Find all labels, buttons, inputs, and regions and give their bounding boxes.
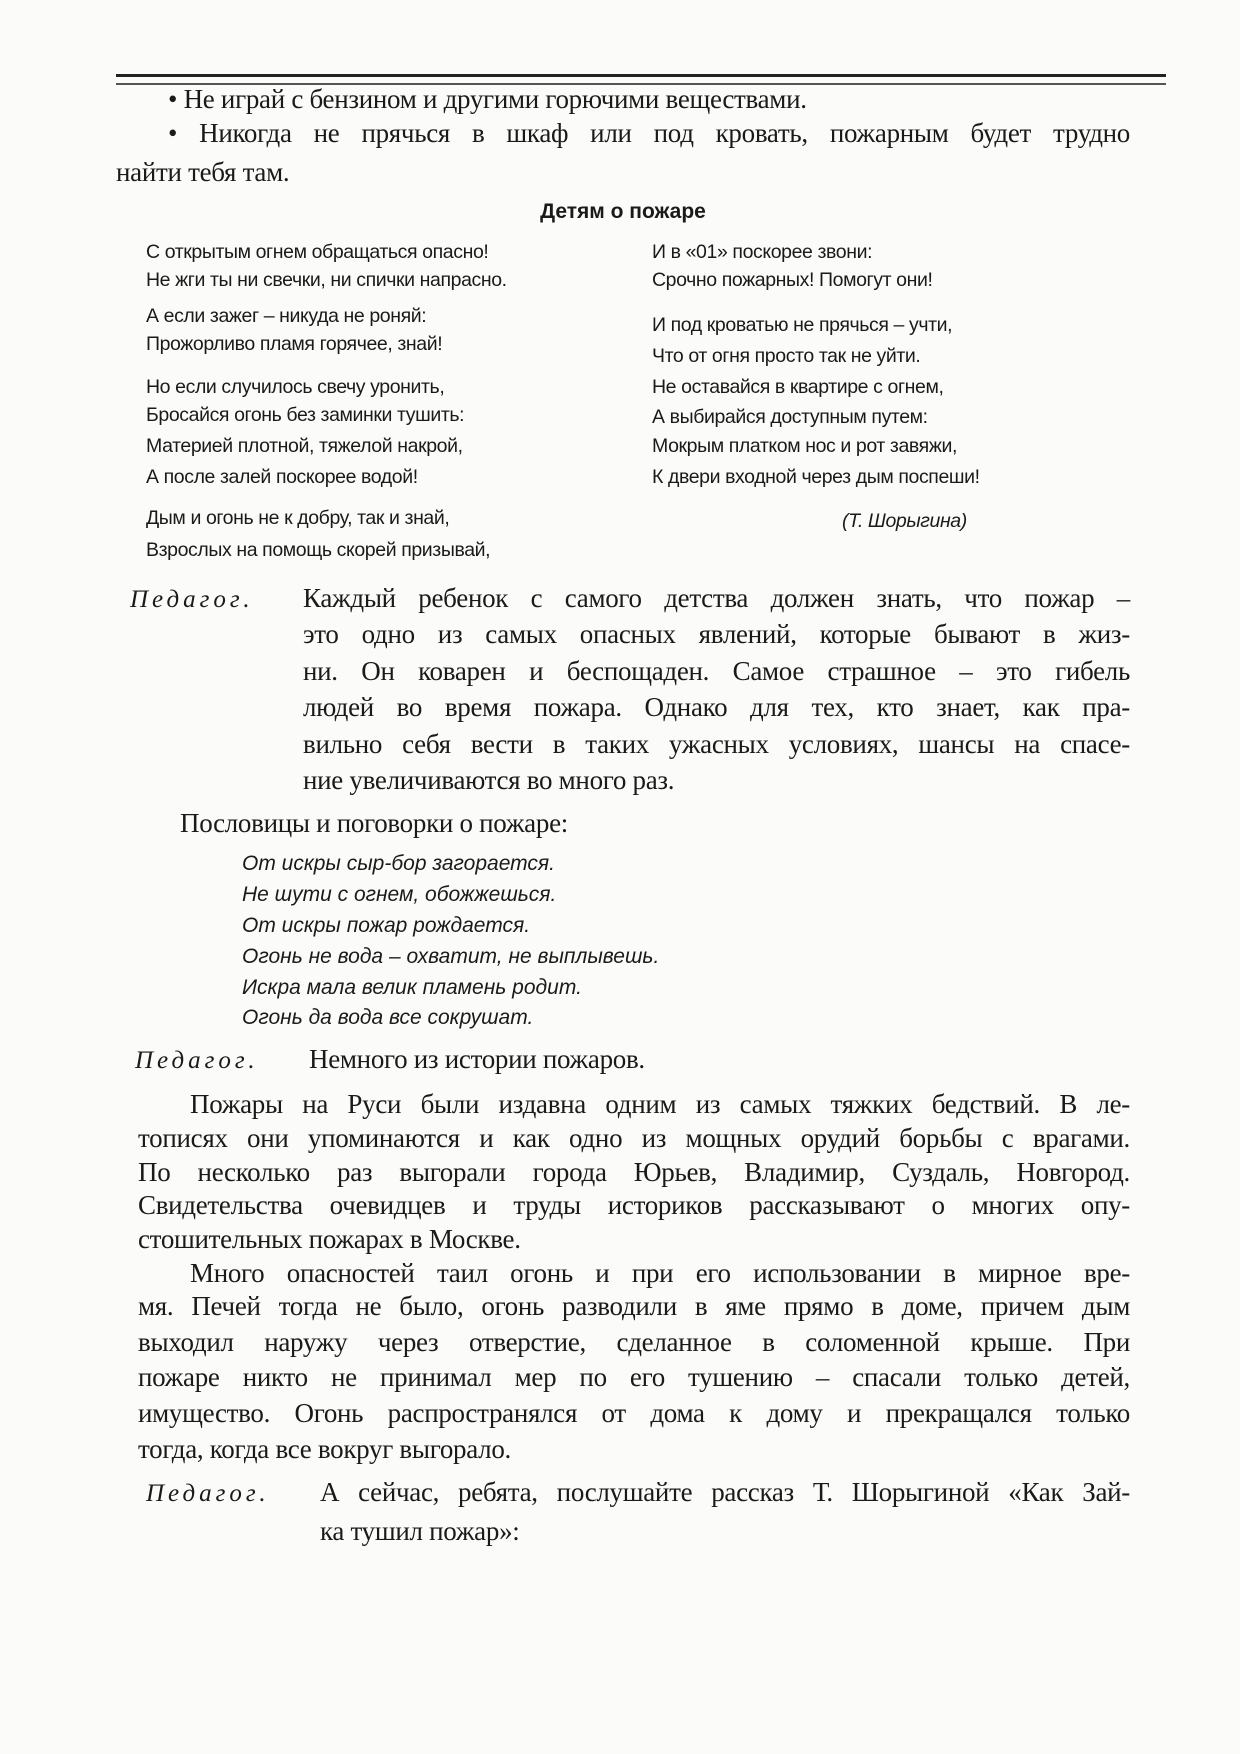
text-line: Пожары на Руси были издавна одним из самых тяжких бедствий. В ле-	[190, 1089, 1130, 1119]
teacher-speech-2: Немного из истории пожаров.	[309, 1044, 645, 1074]
poem-line: А выбирайся доступным путем:	[652, 406, 928, 428]
speaker-label: Педагог.	[135, 1047, 259, 1074]
poem-line: Взрослых на помощь скорей призывай,	[146, 539, 491, 561]
rule-bullet: • Не играй с бензином и другими горючими веществами.	[168, 84, 807, 114]
proverb-item: Не шути с огнем, обожжешься.	[242, 883, 557, 906]
poem-line: А если зажег – никуда не роняй:	[146, 305, 427, 327]
proverb-item: От искры пожар рождается.	[242, 914, 531, 937]
text-line: выходил наружу через отверстие, сделанное в соломенной крыше. При	[138, 1327, 1130, 1357]
poem-line: Не оставайся в квартире с огнем,	[652, 376, 944, 398]
poem-line: К двери входной через дым поспеши!	[652, 466, 980, 488]
proverb-item: Огонь да вода все сокрушат.	[242, 1006, 534, 1029]
proverb-item: Огонь не вода – охватит, не выплывешь.	[242, 945, 660, 968]
text-line: ка тушил пожар»:	[320, 1516, 520, 1546]
text-line: По несколько раз выгорали города Юрьев, Владимир, Суздаль, Новгород.	[138, 1157, 1130, 1187]
poem-line: Но если случилось свечу уронить,	[146, 376, 445, 398]
rule-bullet-cont: найти тебя там.	[116, 157, 290, 187]
poem-line: А после залей поскорее водой!	[146, 466, 418, 488]
speaker-label: Педагог.	[146, 1480, 270, 1507]
poem-line: И в «01» поскорее звони:	[652, 241, 873, 263]
text-line: людей во время пожара. Однако для тех, кто знает, как пра-	[303, 692, 1130, 722]
speaker-label: Педагог.	[130, 586, 254, 613]
poem-line: И под кроватью не прячься – учти,	[652, 314, 953, 336]
text-line: тописях они упоминаются и как одно из мощных орудий борьбы с врагами.	[138, 1123, 1130, 1153]
rule-bullet: • Никогда не прячься в шкаф или под кровать, пожарным будет трудно	[168, 118, 1130, 148]
text-line: стошительных пожарах в Москве.	[138, 1224, 521, 1254]
text-line: ние увеличиваются во много раз.	[303, 765, 675, 795]
text-line: Каждый ребенок с самого детства должен знать, что пожар –	[303, 583, 1130, 613]
poem-line: Срочно пожарных! Помогут они!	[652, 269, 933, 291]
poem-line: Мокрым платком нос и рот завяжи,	[652, 435, 957, 457]
text-line: А сейчас, ребята, послушайте рассказ Т. Шорыгиной «Как Зай-	[320, 1477, 1130, 1507]
poem-line: Дым и огонь не к добру, так и знай,	[146, 507, 450, 529]
poem-line: Не жги ты ни свечки, ни спички напрасно.	[146, 269, 507, 291]
text-line: вильно себя вести в таких ужасных условиях, шансы на спасе-	[303, 729, 1130, 759]
proverb-item: От искры сыр-бор загорается.	[242, 852, 555, 875]
text-line: тогда, когда все вокруг выгорало.	[138, 1434, 511, 1464]
text-line: мя. Печей тогда не было, огонь разводили в яме прямо в доме, причем дым	[138, 1291, 1130, 1321]
text-line: Свидетельства очевидцев и труды историков рассказывают о многих опу-	[138, 1190, 1130, 1220]
proverbs-heading: Пословицы и поговорки о пожаре:	[180, 808, 568, 838]
text-line: имущество. Огонь распространялся от дома к дому и прекращался только	[138, 1398, 1130, 1428]
poem-author: (Т. Шорыгина)	[842, 510, 967, 532]
poem-line: Материей плотной, тяжелой накрой,	[146, 435, 463, 457]
proverb-item: Искра мала велик пламень родит.	[242, 976, 582, 999]
poem-line: Бросайся огонь без заминки тушить:	[146, 404, 465, 426]
poem-line: С открытым огнем обращаться опасно!	[146, 241, 489, 263]
poem-title: Детям о пожаре	[540, 200, 706, 223]
text-line: ни. Он коварен и беспощаден. Самое страшное – это гибель	[303, 656, 1130, 686]
text-line: это одно из самых опасных явлений, которые бывают в жиз-	[303, 619, 1130, 649]
poem-line: Прожорливо пламя горячее, знай!	[146, 333, 443, 355]
poem-line: Что от огня просто так не уйти.	[652, 345, 921, 367]
text-line: пожаре никто не принимал мер по его тушению – спасали только детей,	[138, 1362, 1130, 1392]
text-line: Много опасностей таил огонь и при его использовании в мирное вре-	[190, 1258, 1130, 1288]
